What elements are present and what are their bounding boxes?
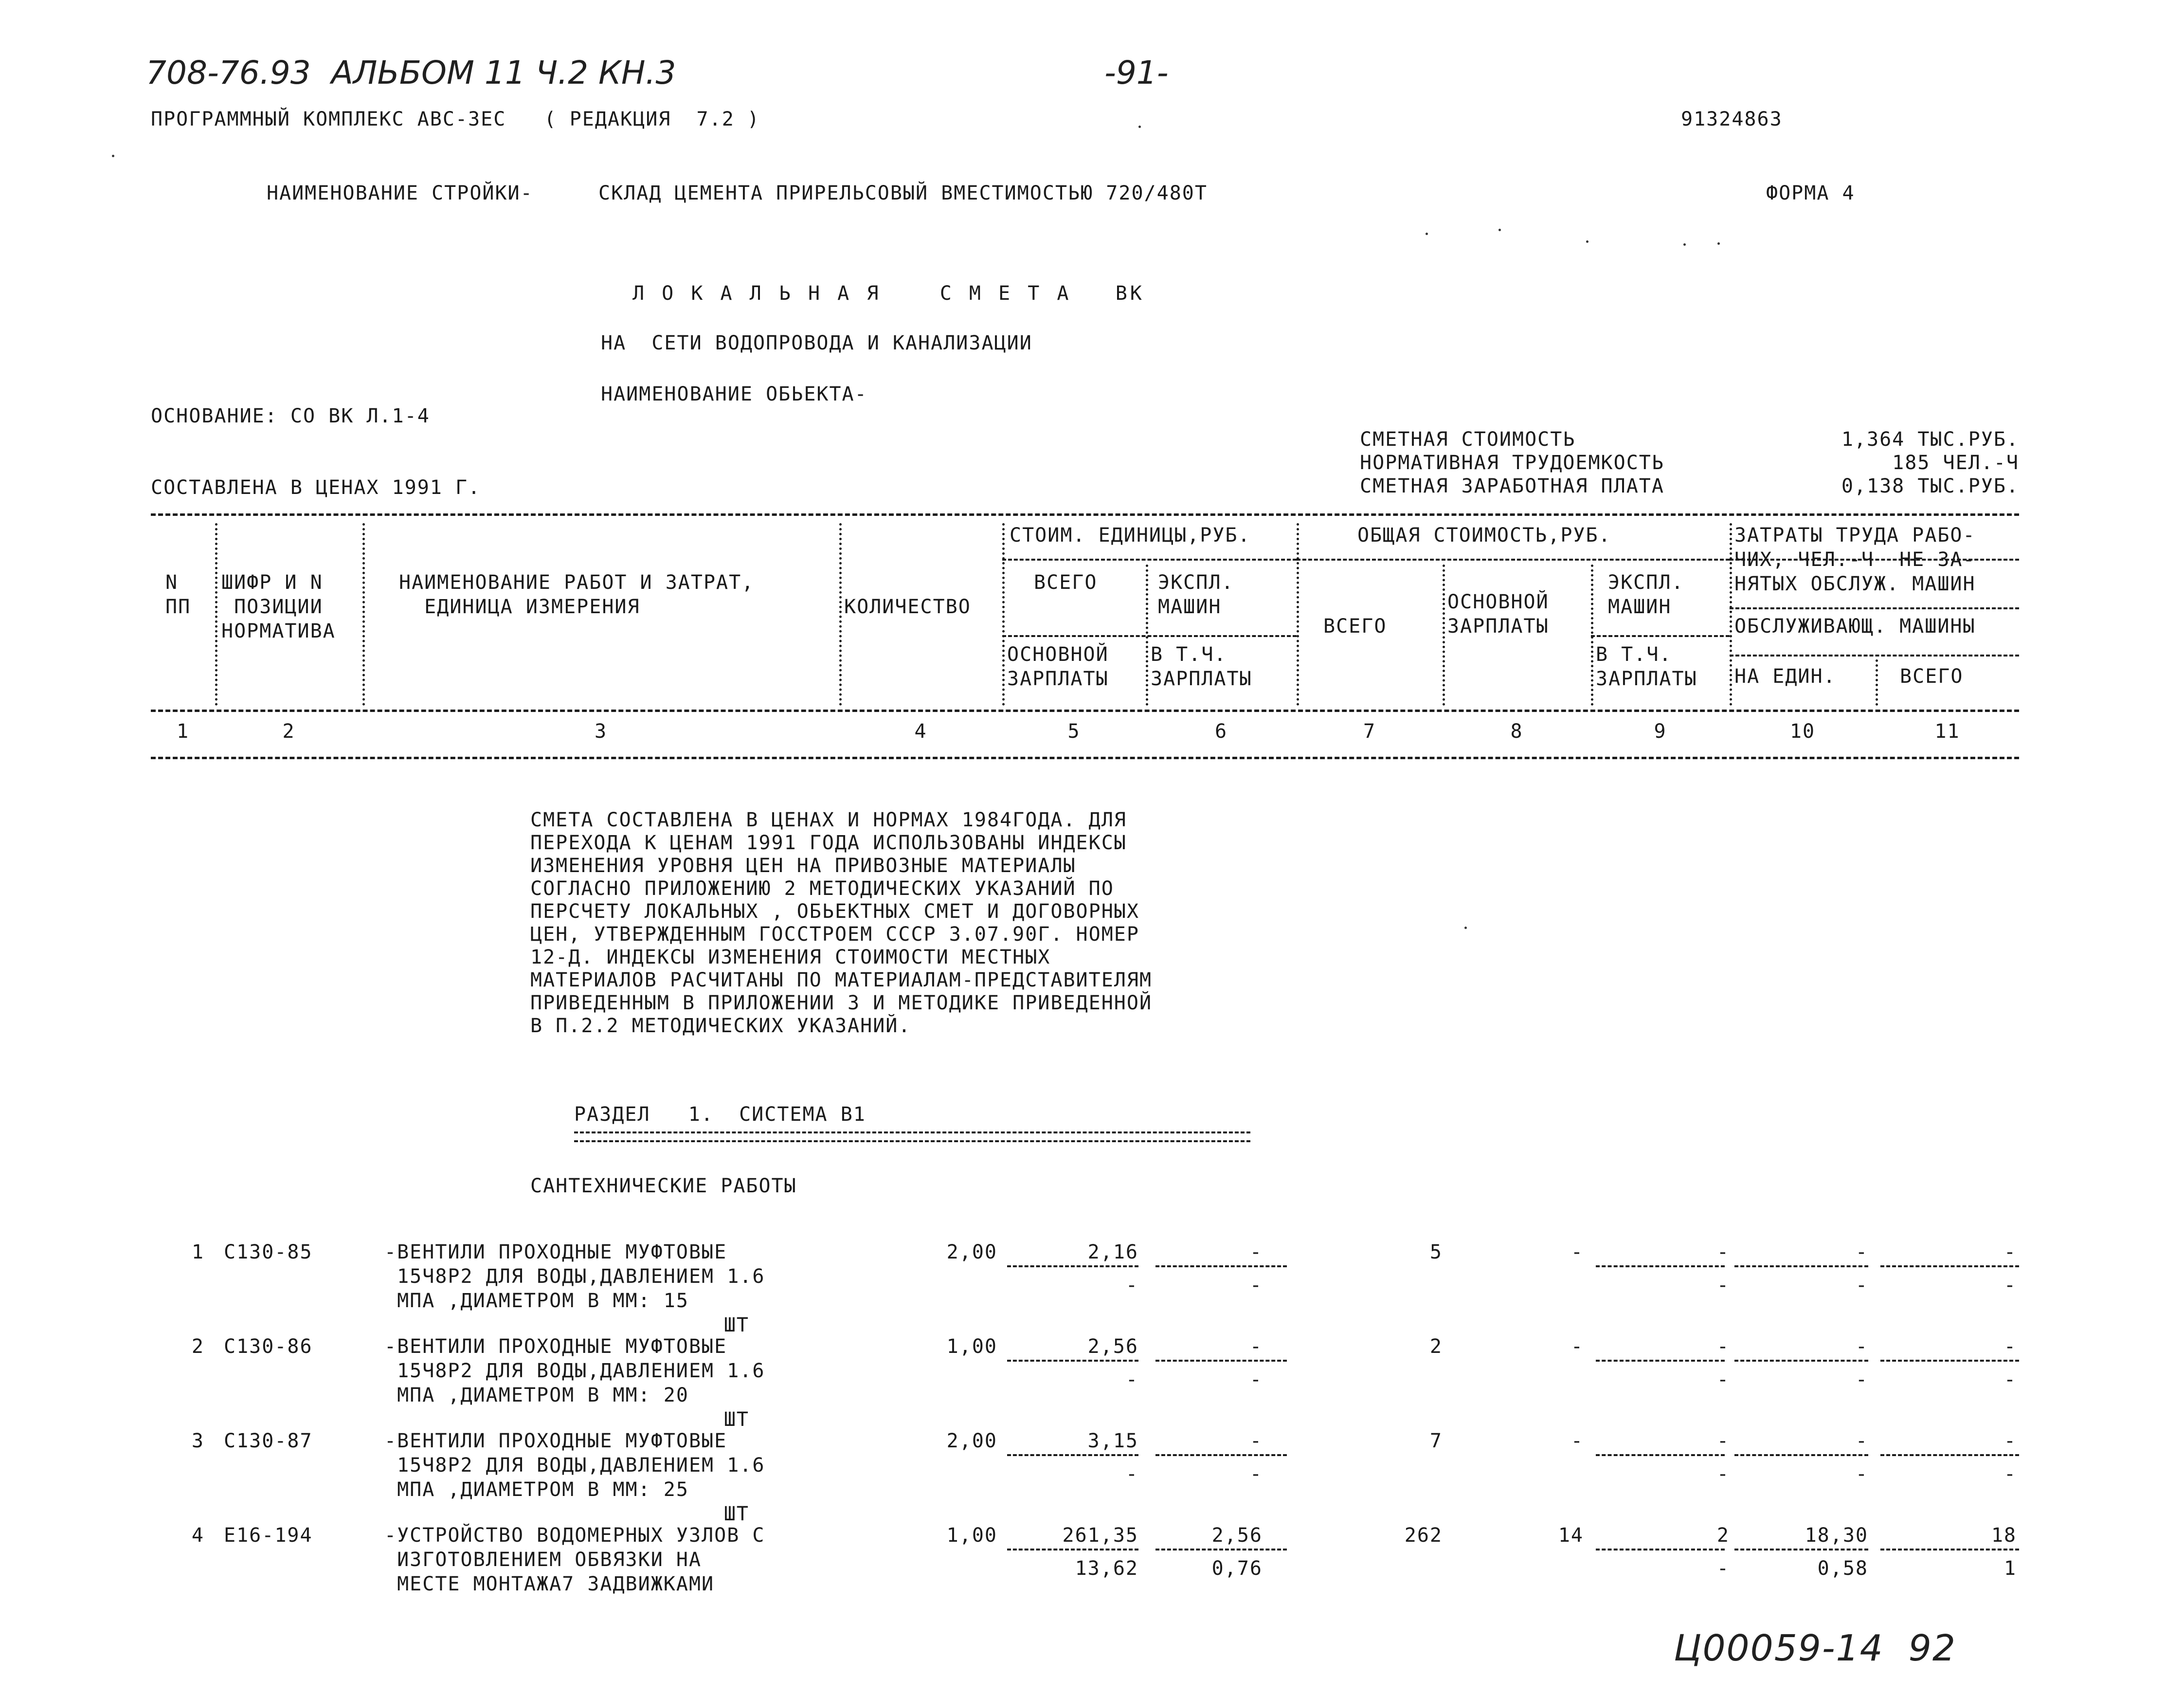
row-total-salary: 14 [1558,1524,1584,1547]
total-cost-rule-1 [1297,559,1730,561]
handwritten-album-reference: 708-76.93 АЛЬБОМ 11 Ч.2 КН.3 [146,54,676,91]
row-rule-labor-total [1880,1549,2019,1550]
construction-name: СКЛАД ЦЕМЕНТА ПРИРЕЛЬСОВЫЙ ВМЕСТИМОСТЬЮ 720/480Т [598,182,1208,204]
header-col-3: НАИМЕНОВАНИЕ РАБОТ И ЗАТРАТ, ЕДИНИЦА ИЗМЕРЕНИЯ [399,571,755,618]
header-col-7: ВСЕГО [1323,615,1387,638]
row-rule-machines [1155,1549,1287,1550]
section-title: РАЗДЕЛ 1. СИСТЕМА В1 [574,1103,866,1126]
row-total-machines: - [1716,1430,1730,1452]
row-total-machine-salary: - [1716,1557,1730,1580]
scan-speck [1586,240,1588,243]
colnum-6: 6 [1214,720,1228,743]
row-number: 4 [191,1524,204,1547]
row-quantity: 2,00 [946,1430,997,1452]
row-rule-labor-total [1880,1454,2019,1456]
col-sep-1 [215,523,217,706]
row-code: Е16-194 [224,1524,313,1547]
row-quantity: 2,00 [946,1241,997,1263]
row-unit-total: 261,35 [1062,1524,1138,1547]
estimate-note: СМЕТА СОСТАВЛЕНА В ЦЕНАХ И НОРМАХ 1984ГОДА. ДЛЯ ПЕРЕХОДА К ЦЕНАМ 1991 ГОДА ИСПОЛЬЗОВАНЫ ИНДЕКСЫ ИЗМЕНЕНИЯ УРОВНЯ ЦЕН НА ПРИВОЗНЫЕ МАТЕРИАЛЫ СОГЛАСНО ПРИЛОЖЕНИЮ 2 МЕТОДИЧЕСКИХ УКАЗАНИЙ ПО ПЕРСЧЕТУ ЛОКАЛЬНЫХ , ОБЬЕКТНЫХ СМЕТ И ДОГОВОРНЫХ ЦЕН, УТВЕРЖДЕННЫМ ГОССТРОЕМ СССР 3.07.90Г. НОМЕР 12-Д. ИНДЕКСЫ ИЗМЕНЕНИЯ СТОИМОСТИ МЕСТНЫХ МАТЕРИАЛОВ РАСЧИТАНЫ ПО МАТЕРИАЛАМ-ПРЕДСТАВИТЕЛЯМ ПРИВЕДЕННЫМ В ПРИЛОЖЕНИИ 3 И МЕТОДИКЕ ПРИВЕДЕННОЙ В П.2.2 МЕТОДИЧЕСКИХ УКАЗАНИЙ. [530,809,1153,1037]
section-underline [574,1131,1250,1142]
col-sep-3 [839,523,842,706]
row-description: -УСТРОЙСТВО ВОДОМЕРНЫХ УЗЛОВ С ИЗГОТОВЛЕНИЕМ ОБВЯЗКИ НА МЕСТЕ МОНТАЖА7 ЗАДВИЖКАМИ [384,1524,765,1595]
row-rule-unit [1007,1265,1138,1267]
labor-rule-3 [1730,655,2019,657]
row-total-salary: - [1570,1430,1584,1452]
row-code: С130-86 [224,1335,313,1358]
row-unit-salary: 13,62 [1075,1557,1138,1580]
row-machine-labor-unit: - [1855,1463,1868,1485]
row-machine-labor-total: - [2004,1274,2017,1296]
document-code: 91324863 [1681,108,1783,130]
col-sep-9 [1730,523,1732,706]
column-numbers-rule [151,757,2019,759]
colnum-1: 1 [176,720,190,743]
row-rule-total-machines [1596,1360,1725,1362]
row-rule-labor-total [1880,1360,2019,1362]
colnum-4: 4 [914,720,927,743]
row-unit-machines: - [1249,1430,1263,1452]
scan-speck [1464,927,1467,929]
row-number: 1 [191,1241,204,1263]
row-total-machines: 2 [1716,1524,1730,1547]
scan-speck [1717,242,1720,245]
row-unit-machine-salary: - [1249,1368,1263,1391]
row-unit-machine-salary: - [1249,1463,1263,1485]
row-machine-labor-total: - [2004,1463,2017,1485]
row-rule-labor-unit [1734,1549,1868,1550]
row-rule-labor-unit [1734,1360,1868,1362]
row-unit-machine-salary: - [1249,1274,1263,1296]
row-rule-machines [1155,1265,1287,1267]
header-unit-cost: СТОИМ. ЕДИНИЦЫ,РУБ. [1010,524,1251,547]
col-sep-4 [1002,523,1005,706]
subsection-title: САНТЕХНИЧЕСКИЕ РАБОТЫ [530,1175,797,1197]
summary-value-salary: 0,138 ТЫС.РУБ. [1841,475,2019,497]
header-col-5a: ВСЕГО [1034,571,1098,594]
header-labor: ЗАТРАТЫ ТРУДА РАБО- ЧИХ, ЧЕЛ.-Ч НЕ ЗА- НЯТЫХ ОБСЛУЖ. МАШИН [1734,524,1976,595]
col-sep-2 [362,523,365,706]
unit-cost-rule-2 [1002,635,1297,637]
header-col-10: НА ЕДИН. [1734,665,1836,688]
row-rule-total-machines [1596,1549,1725,1550]
header-col-1: N ПП [165,571,191,618]
row-labor-total: 18 [1991,1524,2017,1547]
row-unit-machines: 2,56 [1211,1524,1263,1547]
row-description: -ВЕНТИЛИ ПРОХОДНЫЕ МУФТОВЫЕ 15Ч8Р2 ДЛЯ ВОДЫ,ДАВЛЕНИЕМ 1.6 МПА ,ДИАМЕТРОМ В ММ: 15 [384,1241,765,1312]
row-total: 5 [1429,1241,1443,1263]
header-col-5b: ОСНОВНОЙ ЗАРПЛАТЫ [1007,643,1109,690]
row-total-machine-salary: - [1716,1463,1730,1485]
row-total-machines: - [1716,1335,1730,1358]
header-col-11: ВСЕГО [1900,665,1964,688]
scan-speck [1683,243,1686,246]
row-unit-total: 2,56 [1087,1335,1138,1358]
estimate-title: Л О К А Л Ь Н А Я С М Е Т А ВК [632,282,1145,305]
colnum-10: 10 [1789,720,1816,743]
row-rule-unit [1007,1360,1138,1362]
row-machine-labor-unit: - [1855,1368,1868,1391]
header-col-6b: В Т.Ч. ЗАРПЛАТЫ [1151,643,1252,690]
row-unit-salary: - [1125,1274,1138,1296]
row-total-salary: - [1570,1335,1584,1358]
row-number: 2 [191,1335,204,1358]
col-sep-7 [1443,565,1445,706]
row-rule-labor-unit [1734,1454,1868,1456]
header-col-9a: ЭКСПЛ. МАШИН [1608,571,1684,618]
header-total-cost: ОБЩАЯ СТОИМОСТЬ,РУБ. [1357,524,1611,547]
page-number: -91- [1104,54,1169,91]
row-rule-total-machines [1596,1265,1725,1267]
row-rule-labor-unit [1734,1265,1868,1267]
col-sep-5 [1146,565,1148,706]
row-unit-salary: - [1125,1368,1138,1391]
estimate-subtitle: НА СЕТИ ВОДОПРОВОДА И КАНАЛИЗАЦИИ [601,332,1032,354]
row-unit-machine-salary: 0,76 [1211,1557,1263,1580]
summary-label-cost: СМЕТНАЯ СТОИМОСТЬ [1360,428,1576,451]
row-description: -ВЕНТИЛИ ПРОХОДНЫЕ МУФТОВЫЕ 15Ч8Р2 ДЛЯ ВОДЫ,ДАВЛЕНИЕМ 1.6 МПА ,ДИАМЕТРОМ В ММ: 25 [384,1430,765,1501]
header-col-2: ШИФР И N ПОЗИЦИИ НОРМАТИВА [221,571,336,642]
row-total-machine-salary: - [1716,1274,1730,1296]
col-sep-8 [1591,565,1593,706]
row-unit: ШТ [723,1314,749,1336]
row-labor-unit: - [1855,1241,1868,1263]
row-quantity: 1,00 [946,1335,997,1358]
colnum-3: 3 [594,720,608,743]
col-sep-6 [1297,523,1299,706]
header-col-6a: ЭКСПЛ. МАШИН [1158,571,1234,618]
scan-speck [1426,233,1428,235]
row-total-machines: - [1716,1241,1730,1263]
summary-label-labor: НОРМАТИВНАЯ ТРУДОЕМКОСТЬ [1360,452,1664,474]
scan-speck [1498,229,1501,231]
total-cost-rule-2 [1591,635,1730,637]
colnum-2: 2 [282,720,295,743]
program-line: ПРОГРАММНЫЙ КОМПЛЕКС АВС-3ЕС ( РЕДАКЦИЯ 7.2 ) [151,108,760,130]
colnum-9: 9 [1654,720,1667,743]
labor-rule-2 [1730,607,2019,609]
row-unit-total: 3,15 [1087,1430,1138,1452]
summary-value-cost: 1,364 ТЫС.РУБ. [1841,428,2019,451]
row-labor-total: - [2004,1241,2017,1263]
table-top-rule [151,513,2019,516]
form-number: ФОРМА 4 [1766,182,1855,204]
row-labor-unit: - [1855,1335,1868,1358]
row-unit: ШТ [723,1408,749,1431]
colnum-5: 5 [1067,720,1081,743]
scan-speck [1138,126,1141,128]
row-labor-unit: 18,30 [1805,1524,1868,1547]
row-total-machine-salary: - [1716,1368,1730,1391]
header-bottom-rule [151,710,2019,712]
colnum-7: 7 [1363,720,1376,743]
colnum-8: 8 [1510,720,1523,743]
summary-label-salary: СМЕТНАЯ ЗАРАБОТНАЯ ПЛАТА [1360,475,1664,497]
row-rule-labor-total [1880,1265,2019,1267]
row-number: 3 [191,1430,204,1452]
row-labor-total: - [2004,1430,2017,1452]
row-unit-machines: - [1249,1335,1263,1358]
row-total: 2 [1429,1335,1443,1358]
row-unit: ШТ [723,1503,749,1525]
row-total: 7 [1429,1430,1443,1452]
row-description: -ВЕНТИЛИ ПРОХОДНЫЕ МУФТОВЫЕ 15Ч8Р2 ДЛЯ ВОДЫ,ДАВЛЕНИЕМ 1.6 МПА ,ДИАМЕТРОМ В ММ: 20 [384,1335,765,1406]
colnum-11: 11 [1934,720,1960,743]
row-machine-labor-total: 1 [2004,1557,2017,1580]
row-code: С130-85 [224,1241,313,1263]
row-machine-labor-unit: - [1855,1274,1868,1296]
row-rule-unit [1007,1549,1138,1550]
handwritten-document-code: Ц00059-14 92 [1674,1627,1956,1669]
basis-line: ОСНОВАНИЕ: СО ВК Л.1-4 [151,405,430,427]
header-col-9b: В Т.Ч. ЗАРПЛАТЫ [1596,643,1697,690]
header-col-4: КОЛИЧЕСТВО [844,596,971,618]
row-quantity: 1,00 [946,1524,997,1547]
row-machine-labor-unit: 0,58 [1817,1557,1868,1580]
row-rule-total-machines [1596,1454,1725,1456]
object-label: НАИМЕНОВАНИЕ ОБЬЕКТА- [601,383,867,405]
row-labor-unit: - [1855,1430,1868,1452]
row-unit-salary: - [1125,1463,1138,1485]
price-base-line: СОСТАВЛЕНА В ЦЕНАХ 1991 Г. [151,476,481,499]
row-unit-total: 2,16 [1087,1241,1138,1263]
row-rule-unit [1007,1454,1138,1456]
header-col-8: ОСНОВНОЙ ЗАРПЛАТЫ [1447,591,1549,638]
row-labor-total: - [2004,1335,2017,1358]
header-labor-machines: ОБСЛУЖИВАЮЩ. МАШИНЫ [1734,615,1976,638]
row-total: 262 [1404,1524,1443,1547]
row-rule-machines [1155,1360,1287,1362]
scan-speck [112,155,114,157]
row-rule-machines [1155,1454,1287,1456]
summary-value-labor: 185 ЧЕЛ.-Ч [1892,452,2019,474]
unit-cost-rule-1 [1002,559,1297,561]
row-machine-labor-total: - [2004,1368,2017,1391]
row-unit-machines: - [1249,1241,1263,1263]
construction-label: НАИМЕНОВАНИЕ СТРОЙКИ- [267,182,533,204]
row-code: С130-87 [224,1430,313,1452]
row-total-salary: - [1570,1241,1584,1263]
col-sep-10 [1876,659,1878,706]
